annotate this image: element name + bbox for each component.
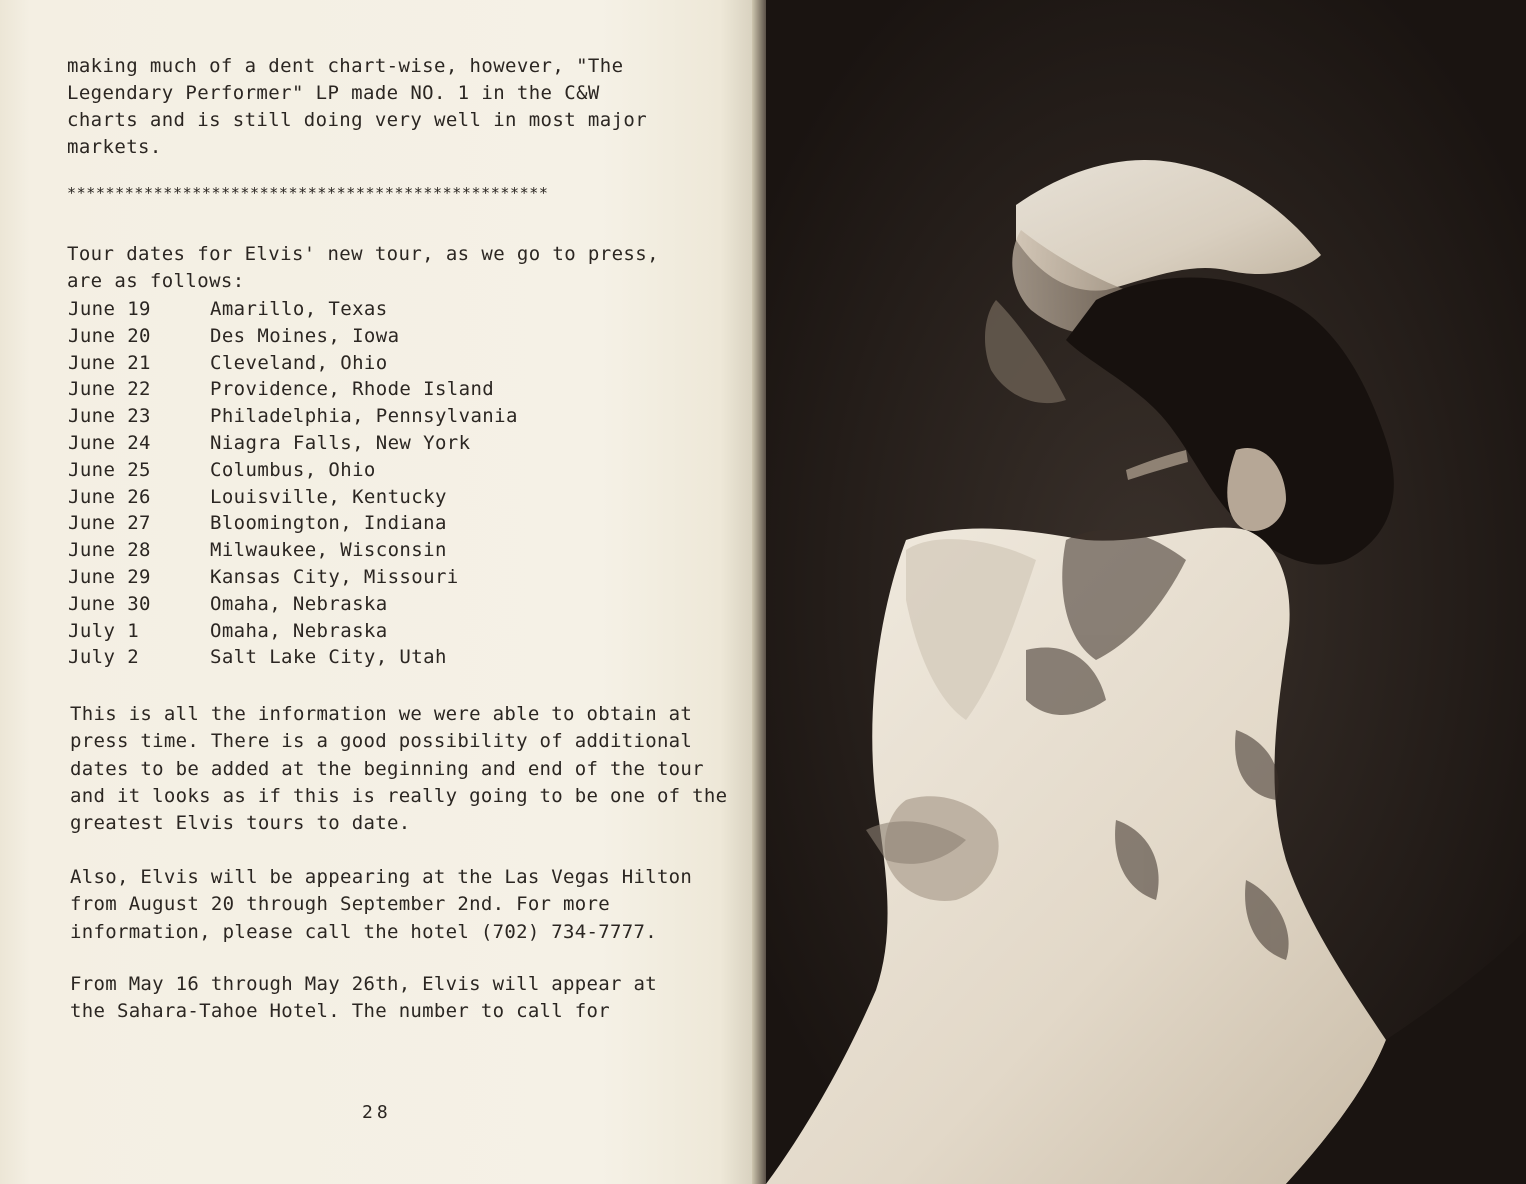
tour-city: Des Moines, Iowa bbox=[210, 324, 400, 347]
tour-date-row bbox=[68, 403, 518, 430]
tour-date-row bbox=[68, 350, 518, 377]
tour-date: June 29 bbox=[68, 565, 151, 588]
vegas-paragraph bbox=[70, 864, 692, 946]
text-line: information, please call the hotel (702) 734-7777. bbox=[70, 920, 657, 943]
tour-date: July 1 bbox=[68, 619, 140, 642]
tour-city: Niagra Falls, New York bbox=[210, 431, 471, 454]
text-line: are as follows: bbox=[67, 270, 245, 292]
tour-date: June 19 bbox=[68, 298, 151, 320]
tahoe-paragraph bbox=[70, 971, 657, 1026]
tour-date: June 22 bbox=[68, 378, 151, 401]
text-line: the Sahara-Tahoe Hotel. The number to call for bbox=[70, 1000, 610, 1023]
tour-date-row bbox=[68, 618, 518, 645]
elvis-photo bbox=[766, 0, 1526, 1184]
text-line: from August 20 through September 2nd. For more bbox=[70, 893, 610, 916]
tour-date-row bbox=[68, 564, 518, 591]
text-line: From May 16 through May 26th, Elvis will appear at bbox=[70, 973, 657, 995]
tour-date: June 30 bbox=[68, 592, 151, 615]
info-paragraph bbox=[70, 701, 727, 837]
tour-city: Bloomington, Indiana bbox=[210, 512, 447, 535]
text-line: This is all the information we were able to obtain at bbox=[70, 703, 693, 725]
tour-date-row bbox=[68, 323, 518, 350]
tour-date-row bbox=[68, 296, 518, 323]
left-page bbox=[0, 0, 762, 1184]
tour-intro-paragraph bbox=[67, 241, 659, 295]
text-line: greatest Elvis tours to date. bbox=[70, 812, 411, 835]
separator-stars: ************************************************** bbox=[67, 184, 549, 202]
tour-date: June 20 bbox=[68, 324, 151, 347]
tour-city: Louisville, Kentucky bbox=[210, 485, 447, 508]
text-line: dates to be added at the beginning and end of the tour bbox=[70, 757, 704, 780]
text-line: charts and is still doing very well in most major bbox=[67, 109, 648, 131]
tour-date: June 27 bbox=[68, 512, 151, 535]
tour-city: Philadelphia, Pennsylvania bbox=[210, 405, 518, 428]
tour-city: Providence, Rhode Island bbox=[210, 378, 495, 401]
tour-date: June 23 bbox=[68, 405, 151, 428]
tour-dates-table bbox=[68, 296, 518, 671]
page-number: 28 bbox=[362, 1102, 392, 1123]
tour-city: Kansas City, Missouri bbox=[210, 565, 459, 588]
intro-paragraph bbox=[67, 53, 647, 161]
tour-city: Amarillo, Texas bbox=[210, 298, 388, 320]
text-line: Tour dates for Elvis' new tour, as we go to press, bbox=[67, 243, 659, 265]
tour-city: Milwaukee, Wisconsin bbox=[210, 539, 447, 562]
tour-date-row bbox=[68, 376, 518, 403]
text-line: Legendary Performer" LP made NO. 1 in the C&W bbox=[67, 82, 600, 104]
tour-date-row bbox=[68, 537, 518, 564]
tour-date: June 21 bbox=[68, 351, 151, 374]
tour-city: Omaha, Nebraska bbox=[210, 619, 388, 642]
tour-date-row bbox=[68, 484, 518, 511]
tour-city: Omaha, Nebraska bbox=[210, 592, 388, 615]
text-line: Also, Elvis will be appearing at the Las Vegas Hilton bbox=[70, 866, 693, 888]
text-line: making much of a dent chart-wise, however, "The bbox=[67, 55, 624, 77]
tour-date: June 28 bbox=[68, 539, 151, 562]
tour-date: July 2 bbox=[68, 646, 140, 669]
tour-date-row bbox=[68, 591, 518, 618]
tour-date-row bbox=[68, 510, 518, 537]
tour-city: Cleveland, Ohio bbox=[210, 351, 388, 374]
tour-date: June 25 bbox=[68, 458, 151, 481]
text-line: markets. bbox=[67, 136, 162, 158]
tour-date: June 24 bbox=[68, 431, 151, 454]
right-page-photo bbox=[766, 0, 1526, 1184]
tour-date-row bbox=[68, 644, 518, 671]
text-line: and it looks as if this is really going to be one of the bbox=[70, 784, 728, 807]
text-line: press time. There is a good possibility of additional bbox=[70, 730, 693, 753]
tour-date-row bbox=[68, 430, 518, 457]
tour-city: Salt Lake City, Utah bbox=[210, 646, 447, 669]
tour-date: June 26 bbox=[68, 485, 151, 508]
tour-city: Columbus, Ohio bbox=[210, 458, 376, 481]
tour-date-row bbox=[68, 457, 518, 484]
